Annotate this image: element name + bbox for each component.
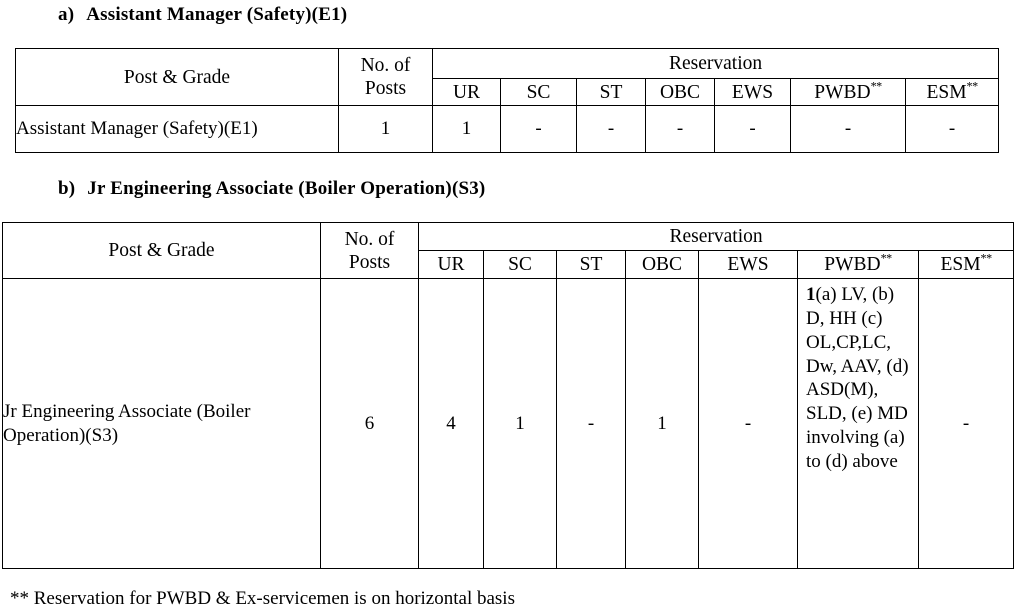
esm-label: ESM — [940, 254, 981, 275]
column-header-esm — [919, 251, 1014, 279]
column-header-post-grade: Post & Grade — [16, 49, 339, 106]
column-header-sc: SC — [501, 79, 577, 106]
cell-sc: - — [501, 106, 577, 153]
section-title-a: Assistant Manager (Safety)(E1) — [86, 4, 348, 25]
section-marker-b: b) — [58, 178, 76, 199]
cell-ur: 4 — [419, 279, 484, 569]
no-of-posts-line2: Posts — [348, 251, 391, 273]
assistant-manager-table — [15, 48, 999, 153]
cell-st: - — [577, 106, 646, 153]
cell-post-grade: Assistant Manager (Safety)(E1) — [16, 106, 339, 153]
pwbd-footnote-marker: ** — [880, 251, 892, 266]
cell-no-of-posts: 6 — [321, 279, 419, 569]
section-marker-a: a) — [58, 4, 75, 25]
esm-label: ESM — [926, 81, 967, 103]
pwbd-count: 1 — [806, 284, 816, 305]
pwbd-categories: (a) LV, (b) D, HH (c) OL,CP,LC, Dw, AAV, (d) ASD(M), SLD, (e) MD involving (a) to (d) above — [806, 284, 909, 472]
column-header-obc: OBC — [646, 79, 715, 106]
section-heading-a — [58, 4, 347, 26]
column-header-esm — [906, 79, 999, 106]
esm-footnote-marker: ** — [966, 79, 978, 93]
jr-engineering-associate-table — [2, 222, 1014, 569]
cell-st: - — [557, 279, 626, 569]
column-header-ur: UR — [419, 251, 484, 279]
cell-post-grade: Jr Engineering Associate (Boiler Operation)(S3) — [3, 279, 321, 569]
column-header-st: ST — [577, 79, 646, 106]
cell-ews: - — [699, 279, 798, 569]
no-of-posts-line1: No. of — [344, 228, 395, 250]
column-header-st: ST — [557, 251, 626, 279]
esm-footnote-marker: ** — [980, 251, 992, 266]
column-header-reservation: Reservation — [433, 49, 999, 79]
cell-sc: 1 — [484, 279, 557, 569]
no-of-posts-line2: Posts — [364, 78, 407, 99]
table-header-row-primary — [3, 223, 1014, 251]
section-title-b: Jr Engineering Associate (Boiler Operation)(S3) — [87, 178, 486, 199]
column-header-no-of-posts — [321, 223, 419, 279]
column-header-ews: EWS — [715, 79, 791, 106]
column-header-no-of-posts — [339, 49, 433, 106]
column-header-ur: UR — [433, 79, 501, 106]
column-header-pwbd — [791, 79, 906, 106]
pwbd-label: PWBD — [814, 81, 871, 103]
column-header-ews: EWS — [699, 251, 798, 279]
cell-ur: 1 — [433, 106, 501, 153]
column-header-post-grade: Post & Grade — [3, 223, 321, 279]
no-of-posts-line1: No. of — [360, 55, 411, 76]
column-header-pwbd — [798, 251, 919, 279]
column-header-obc: OBC — [626, 251, 699, 279]
table-row — [16, 106, 999, 153]
cell-esm: - — [919, 279, 1014, 569]
cell-pwbd: - — [791, 106, 906, 153]
cell-obc: 1 — [626, 279, 699, 569]
cell-ews: - — [715, 106, 791, 153]
column-header-reservation: Reservation — [419, 223, 1014, 251]
table-header-row-primary — [16, 49, 999, 79]
table-row — [3, 279, 1014, 569]
pwbd-footnote-marker: ** — [870, 79, 882, 93]
cell-pwbd — [798, 279, 919, 569]
column-header-sc: SC — [484, 251, 557, 279]
pwbd-label: PWBD — [824, 254, 881, 275]
cell-no-of-posts: 1 — [339, 106, 433, 153]
cell-esm: - — [906, 106, 999, 153]
footnote-reservation-note: ** Reservation for PWBD & Ex-servicemen is on horizontal basis — [10, 588, 515, 609]
cell-obc: - — [646, 106, 715, 153]
section-heading-b — [58, 178, 485, 200]
